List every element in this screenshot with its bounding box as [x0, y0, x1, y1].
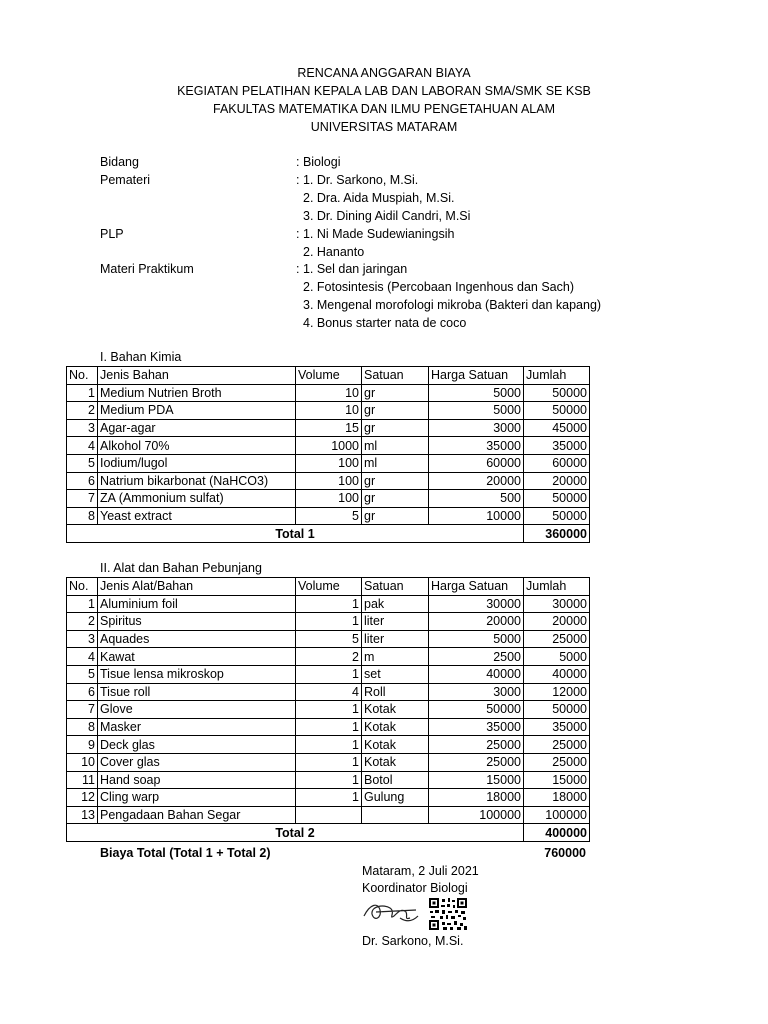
cell-harga: 50000	[429, 701, 524, 719]
grand-total-label: Biaya Total (Total 1 + Total 2)	[100, 846, 271, 860]
table-row	[67, 490, 590, 508]
cell-jenis: Masker	[98, 718, 296, 736]
cell-jumlah: 35000	[524, 718, 590, 736]
cell-satuan: Gulung	[362, 789, 429, 807]
doc-subtitle-activity: KEGIATAN PELATIHAN KEPALA LAB DAN LABORAN SMA/SMK SE KSB	[177, 84, 591, 98]
header-no: No.	[67, 367, 98, 385]
bidang-label: Bidang	[100, 155, 139, 169]
table-row	[67, 507, 590, 525]
table-row	[67, 613, 590, 631]
table-row	[67, 402, 590, 420]
cell-jumlah: 40000	[524, 665, 590, 683]
table-row	[67, 771, 590, 789]
cell-volume: 1000	[296, 437, 362, 455]
cell-jumlah: 50000	[524, 701, 590, 719]
cell-satuan: liter	[362, 630, 429, 648]
cell-volume: 100	[296, 490, 362, 508]
cell-no: 2	[67, 402, 98, 420]
cell-harga: 35000	[429, 718, 524, 736]
cell-jumlah: 25000	[524, 630, 590, 648]
cell-volume: 10	[296, 384, 362, 402]
cell-volume: 15	[296, 419, 362, 437]
cell-jumlah: 15000	[524, 771, 590, 789]
cell-harga: 10000	[429, 507, 524, 525]
cell-no: 4	[67, 648, 98, 666]
cell-volume: 1	[296, 595, 362, 613]
cell-jenis: Aluminium foil	[98, 595, 296, 613]
cell-harga: 25000	[429, 753, 524, 771]
cell-jenis: Alkohol 70%	[98, 437, 296, 455]
header-satuan: Satuan	[362, 367, 429, 385]
cell-volume: 1	[296, 613, 362, 631]
cell-jenis: Deck glas	[98, 736, 296, 754]
cell-harga: 5000	[429, 630, 524, 648]
materi-item-1: : 1. Sel dan jaringan	[296, 262, 408, 276]
cell-jumlah: 50000	[524, 402, 590, 420]
cell-jenis: Glove	[98, 701, 296, 719]
cell-harga: 15000	[429, 771, 524, 789]
cell-harga: 5000	[429, 384, 524, 402]
table2-title: II. Alat dan Bahan Pebunjang	[100, 561, 262, 575]
cell-satuan: pak	[362, 595, 429, 613]
header-jenis: Jenis Alat/Bahan	[98, 578, 296, 596]
pemateri-item-2: 2. Dra. Aida Muspiah, M.Si.	[303, 191, 455, 205]
cell-jumlah: 25000	[524, 736, 590, 754]
pemateri-label: Pemateri	[100, 173, 151, 187]
cell-no: 9	[67, 736, 98, 754]
cell-no: 11	[67, 771, 98, 789]
cell-no: 13	[67, 806, 98, 824]
doc-subtitle-university: UNIVERSITAS MATARAM	[310, 120, 458, 134]
cell-volume: 5	[296, 630, 362, 648]
table-row	[67, 384, 590, 402]
doc-subtitle-faculty: FAKULTAS MATEMATIKA DAN ILMU PENGETAHUAN ALAM	[213, 102, 555, 116]
header-volume: Volume	[296, 578, 362, 596]
cell-jenis: Spiritus	[98, 613, 296, 631]
cell-jumlah: 50000	[524, 507, 590, 525]
cell-harga: 20000	[429, 613, 524, 631]
cell-jumlah: 30000	[524, 595, 590, 613]
cell-jumlah: 60000	[524, 454, 590, 472]
cell-satuan: set	[362, 665, 429, 683]
cell-no: 1	[67, 595, 98, 613]
table2-total-value: 400000	[524, 824, 590, 842]
cell-harga: 2500	[429, 648, 524, 666]
cell-satuan: gr	[362, 419, 429, 437]
doc-title: RENCANA ANGGARAN BIAYA	[297, 66, 471, 80]
cell-volume: 100	[296, 472, 362, 490]
table-row	[67, 595, 590, 613]
bidang-value: : Biologi	[296, 155, 341, 169]
header-jumlah: Jumlah	[524, 367, 590, 385]
cell-jenis: Kawat	[98, 648, 296, 666]
cell-no: 2	[67, 613, 98, 631]
cell-no: 6	[67, 472, 98, 490]
table-row	[67, 437, 590, 455]
signer-name: Dr. Sarkono, M.Si.	[362, 934, 464, 948]
cell-volume: 2	[296, 648, 362, 666]
cell-satuan: gr	[362, 384, 429, 402]
table-row	[67, 736, 590, 754]
table-row	[67, 806, 590, 824]
cell-satuan: m	[362, 648, 429, 666]
cell-volume: 5	[296, 507, 362, 525]
cell-jumlah: 50000	[524, 384, 590, 402]
table2-header-row	[67, 578, 590, 596]
cell-jenis: Aquades	[98, 630, 296, 648]
cell-volume: 1	[296, 736, 362, 754]
cell-harga: 30000	[429, 595, 524, 613]
bahan-kimia-table	[66, 366, 590, 543]
cell-jenis: Agar-agar	[98, 419, 296, 437]
cell-no: 5	[67, 454, 98, 472]
cell-harga: 25000	[429, 736, 524, 754]
cell-jumlah: 35000	[524, 437, 590, 455]
cell-volume: 100	[296, 454, 362, 472]
table-row	[67, 683, 590, 701]
grand-total-value: 760000	[544, 846, 586, 860]
cell-harga: 3000	[429, 419, 524, 437]
cell-harga: 60000	[429, 454, 524, 472]
table-row	[67, 789, 590, 807]
cell-jumlah: 100000	[524, 806, 590, 824]
cell-volume: 1	[296, 753, 362, 771]
cell-harga: 5000	[429, 402, 524, 420]
cell-jenis: Cling warp	[98, 789, 296, 807]
cell-jumlah: 20000	[524, 472, 590, 490]
cell-no: 6	[67, 683, 98, 701]
cell-satuan: Kotak	[362, 718, 429, 736]
cell-harga: 35000	[429, 437, 524, 455]
cell-satuan: gr	[362, 507, 429, 525]
cell-volume: 1	[296, 771, 362, 789]
table-row	[67, 472, 590, 490]
header-no: No.	[67, 578, 98, 596]
cell-volume: 1	[296, 665, 362, 683]
cell-no: 5	[67, 665, 98, 683]
cell-satuan: gr	[362, 402, 429, 420]
cell-satuan: ml	[362, 437, 429, 455]
cell-harga: 40000	[429, 665, 524, 683]
cell-jenis: Tisue lensa mikroskop	[98, 665, 296, 683]
cell-harga: 3000	[429, 683, 524, 701]
signer-role: Koordinator Biologi	[362, 881, 468, 895]
table-row	[67, 630, 590, 648]
plp-item-2: 2. Hananto	[303, 245, 365, 259]
table1-total-row	[67, 525, 590, 543]
table-row	[67, 753, 590, 771]
pemateri-item-1: : 1. Dr. Sarkono, M.Si.	[296, 173, 419, 187]
cell-volume: 1	[296, 718, 362, 736]
cell-volume: 10	[296, 402, 362, 420]
cell-volume: 4	[296, 683, 362, 701]
cell-jenis: Yeast extract	[98, 507, 296, 525]
cell-no: 8	[67, 718, 98, 736]
materi-label: Materi Praktikum	[100, 262, 194, 276]
cell-harga: 20000	[429, 472, 524, 490]
cell-no: 10	[67, 753, 98, 771]
cell-jenis: ZA (Ammonium sulfat)	[98, 490, 296, 508]
cell-harga: 500	[429, 490, 524, 508]
qr-code-icon	[428, 897, 468, 931]
cell-no: 3	[67, 630, 98, 648]
cell-jenis: Tisue roll	[98, 683, 296, 701]
cell-jenis: Hand soap	[98, 771, 296, 789]
cell-no: 1	[67, 384, 98, 402]
cell-no: 3	[67, 419, 98, 437]
cell-jumlah: 5000	[524, 648, 590, 666]
pemateri-item-3: 3. Dr. Dining Aidil Candri, M.Si	[303, 209, 471, 223]
cell-jumlah: 12000	[524, 683, 590, 701]
header-satuan: Satuan	[362, 578, 429, 596]
header-jumlah: Jumlah	[524, 578, 590, 596]
cell-no: 12	[67, 789, 98, 807]
cell-jenis: Cover glas	[98, 753, 296, 771]
cell-jenis: Medium PDA	[98, 402, 296, 420]
cell-jenis: Iodium/lugol	[98, 454, 296, 472]
cell-satuan: gr	[362, 490, 429, 508]
cell-no: 8	[67, 507, 98, 525]
materi-item-4: 4. Bonus starter nata de coco	[303, 316, 467, 330]
plp-label: PLP	[100, 227, 124, 241]
place-date: Mataram, 2 Juli 2021	[362, 864, 479, 878]
cell-jumlah: 20000	[524, 613, 590, 631]
cell-satuan: Botol	[362, 771, 429, 789]
cell-jumlah: 25000	[524, 753, 590, 771]
cell-satuan: Kotak	[362, 736, 429, 754]
table-row	[67, 718, 590, 736]
table1-title: I. Bahan Kimia	[100, 350, 182, 364]
table-row	[67, 454, 590, 472]
cell-volume	[296, 806, 362, 824]
cell-satuan: Kotak	[362, 701, 429, 719]
table2-total-row	[67, 824, 590, 842]
cell-jenis: Medium Nutrien Broth	[98, 384, 296, 402]
table1-total-value: 360000	[524, 525, 590, 543]
cell-jenis: Natrium bikarbonat (NaHCO3)	[98, 472, 296, 490]
cell-no: 7	[67, 490, 98, 508]
table2-total-label: Total 2	[67, 824, 524, 842]
cell-harga: 18000	[429, 789, 524, 807]
plp-item-1: : 1. Ni Made Sudewianingsih	[296, 227, 455, 241]
cell-satuan: liter	[362, 613, 429, 631]
table1-header-row	[67, 367, 590, 385]
table-row	[67, 701, 590, 719]
table-row	[67, 665, 590, 683]
table-row	[67, 419, 590, 437]
materi-item-3: 3. Mengenal morofologi mikroba (Bakteri dan kapang)	[303, 298, 602, 312]
table-row	[67, 648, 590, 666]
cell-satuan: Roll	[362, 683, 429, 701]
cell-jumlah: 18000	[524, 789, 590, 807]
cell-satuan: gr	[362, 472, 429, 490]
materi-item-2: 2. Fotosintesis (Percobaan Ingenhous dan Sach)	[303, 280, 575, 294]
cell-satuan: Kotak	[362, 753, 429, 771]
header-harga: Harga Satuan	[429, 367, 524, 385]
handwritten-signature	[356, 896, 426, 928]
cell-jenis: Pengadaan Bahan Segar	[98, 806, 296, 824]
cell-satuan: ml	[362, 454, 429, 472]
cell-jumlah: 50000	[524, 490, 590, 508]
header-jenis: Jenis Bahan	[98, 367, 296, 385]
alat-bahan-table	[66, 577, 590, 842]
cell-satuan	[362, 806, 429, 824]
header-harga: Harga Satuan	[429, 578, 524, 596]
cell-volume: 1	[296, 789, 362, 807]
cell-no: 4	[67, 437, 98, 455]
cell-harga: 100000	[429, 806, 524, 824]
cell-no: 7	[67, 701, 98, 719]
table1-total-label: Total 1	[67, 525, 524, 543]
cell-volume: 1	[296, 701, 362, 719]
header-volume: Volume	[296, 367, 362, 385]
cell-jumlah: 45000	[524, 419, 590, 437]
